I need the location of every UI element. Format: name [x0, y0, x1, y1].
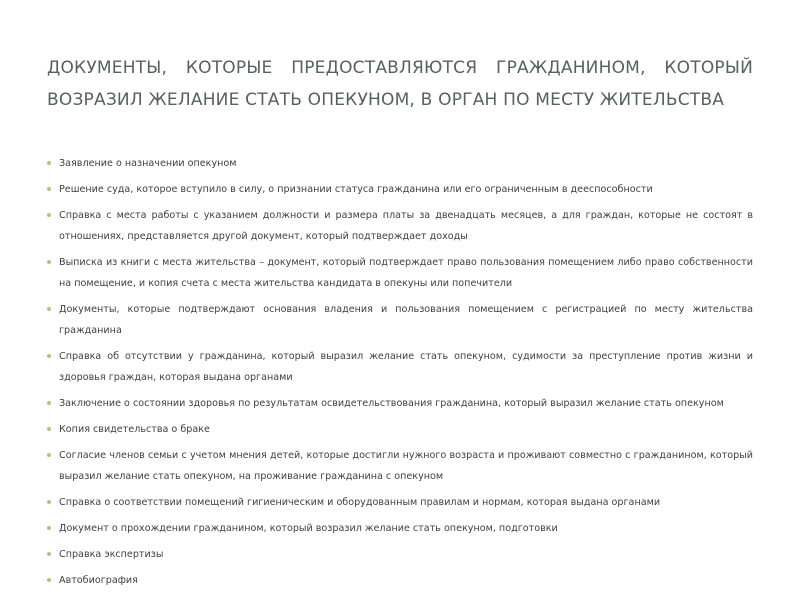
bullet-icon: [47, 187, 51, 191]
list-item: [47, 445, 753, 487]
list-item: [47, 419, 753, 440]
bullet-icon: [47, 213, 51, 217]
list-item: [47, 153, 753, 174]
list-item-text: Документ о прохождении гражданином, который возразил желание стать опекуном, подготовки: [59, 523, 558, 534]
list-item-text: Копия свидетельства о браке: [59, 424, 210, 435]
slide-title-line-1: ДОКУМЕНТЫ, КОТОРЫЕ ПРЕДОСТАВЛЯЮТСЯ ГРАЖДАНИНОМ, КОТОРЫЙ: [47, 58, 753, 78]
list-item: [47, 346, 753, 388]
bullet-icon: [47, 453, 51, 457]
bullet-icon: [47, 500, 51, 504]
list-item-text: Заключение о состоянии здоровья по результатам освидетельствования гражданина, который выразил желание стать опекуном: [59, 398, 724, 409]
list-item: [47, 299, 753, 341]
bullet-icon: [47, 526, 51, 530]
list-item-text: Справка экспертизы: [59, 549, 164, 560]
list-item-text: Выписка из книги с места жительства – документ, который подтверждает право пользования помещением либо право собственности на помещение, и копия счета с места жительства кандидата в опекуны или попечители: [59, 257, 753, 289]
bullet-icon: [47, 401, 51, 405]
document-list: [47, 153, 753, 596]
list-item-text: Справка о соответствии помещений гигиеническим и оборудованным правилам и нормам, которая выдана органами: [59, 497, 661, 508]
bullet-icon: [47, 161, 51, 165]
list-item: [47, 205, 753, 247]
list-item: [47, 252, 753, 294]
list-item-text: Согласие членов семьи с учетом мнения детей, которые достигли нужного возраста и проживают совместно с гражданином, который выразил желание стать опекуном, на проживание гражданина с опекуном: [59, 450, 753, 482]
list-item: [47, 544, 753, 565]
list-item: [47, 492, 753, 513]
bullet-icon: [47, 307, 51, 311]
slide-title-line-2: ВОЗРАЗИЛ ЖЕЛАНИЕ СТАТЬ ОПЕКУНОМ, В ОРГАН ПО МЕСТУ ЖИТЕЛЬСТВА: [47, 90, 725, 110]
list-item: [47, 570, 753, 591]
list-item-text: Документы, которые подтверждают основания владения и пользования помещением с регистрацией по месту жительства гражданина: [59, 304, 753, 336]
bullet-icon: [47, 354, 51, 358]
bullet-icon: [47, 578, 51, 582]
bullet-icon: [47, 427, 51, 431]
bullet-icon: [47, 260, 51, 264]
list-item: [47, 179, 753, 200]
list-item-text: Справка об отсутствии у гражданина, который выразил желание стать опекуном, судимости за преступление против жизни и здоровья граждан, которая выдана органами: [59, 351, 753, 383]
list-item-text: Справка с места работы с указанием должности и размера платы за двенадцать месяцев, а для граждан, которые не состоят в отношениях, представляется другой документ, который подтверждает доходы: [59, 210, 753, 242]
list-item: [47, 518, 753, 539]
list-item: [47, 393, 753, 414]
list-item-text: Заявление о назначении опекуном: [59, 158, 237, 169]
slide-title: [47, 52, 753, 116]
list-item-text: Решение суда, которое вступило в силу, о признании статуса гражданина или его ограниченным в дееспособности: [59, 184, 653, 195]
list-item-text: Автобиография: [59, 575, 138, 586]
bullet-icon: [47, 552, 51, 556]
